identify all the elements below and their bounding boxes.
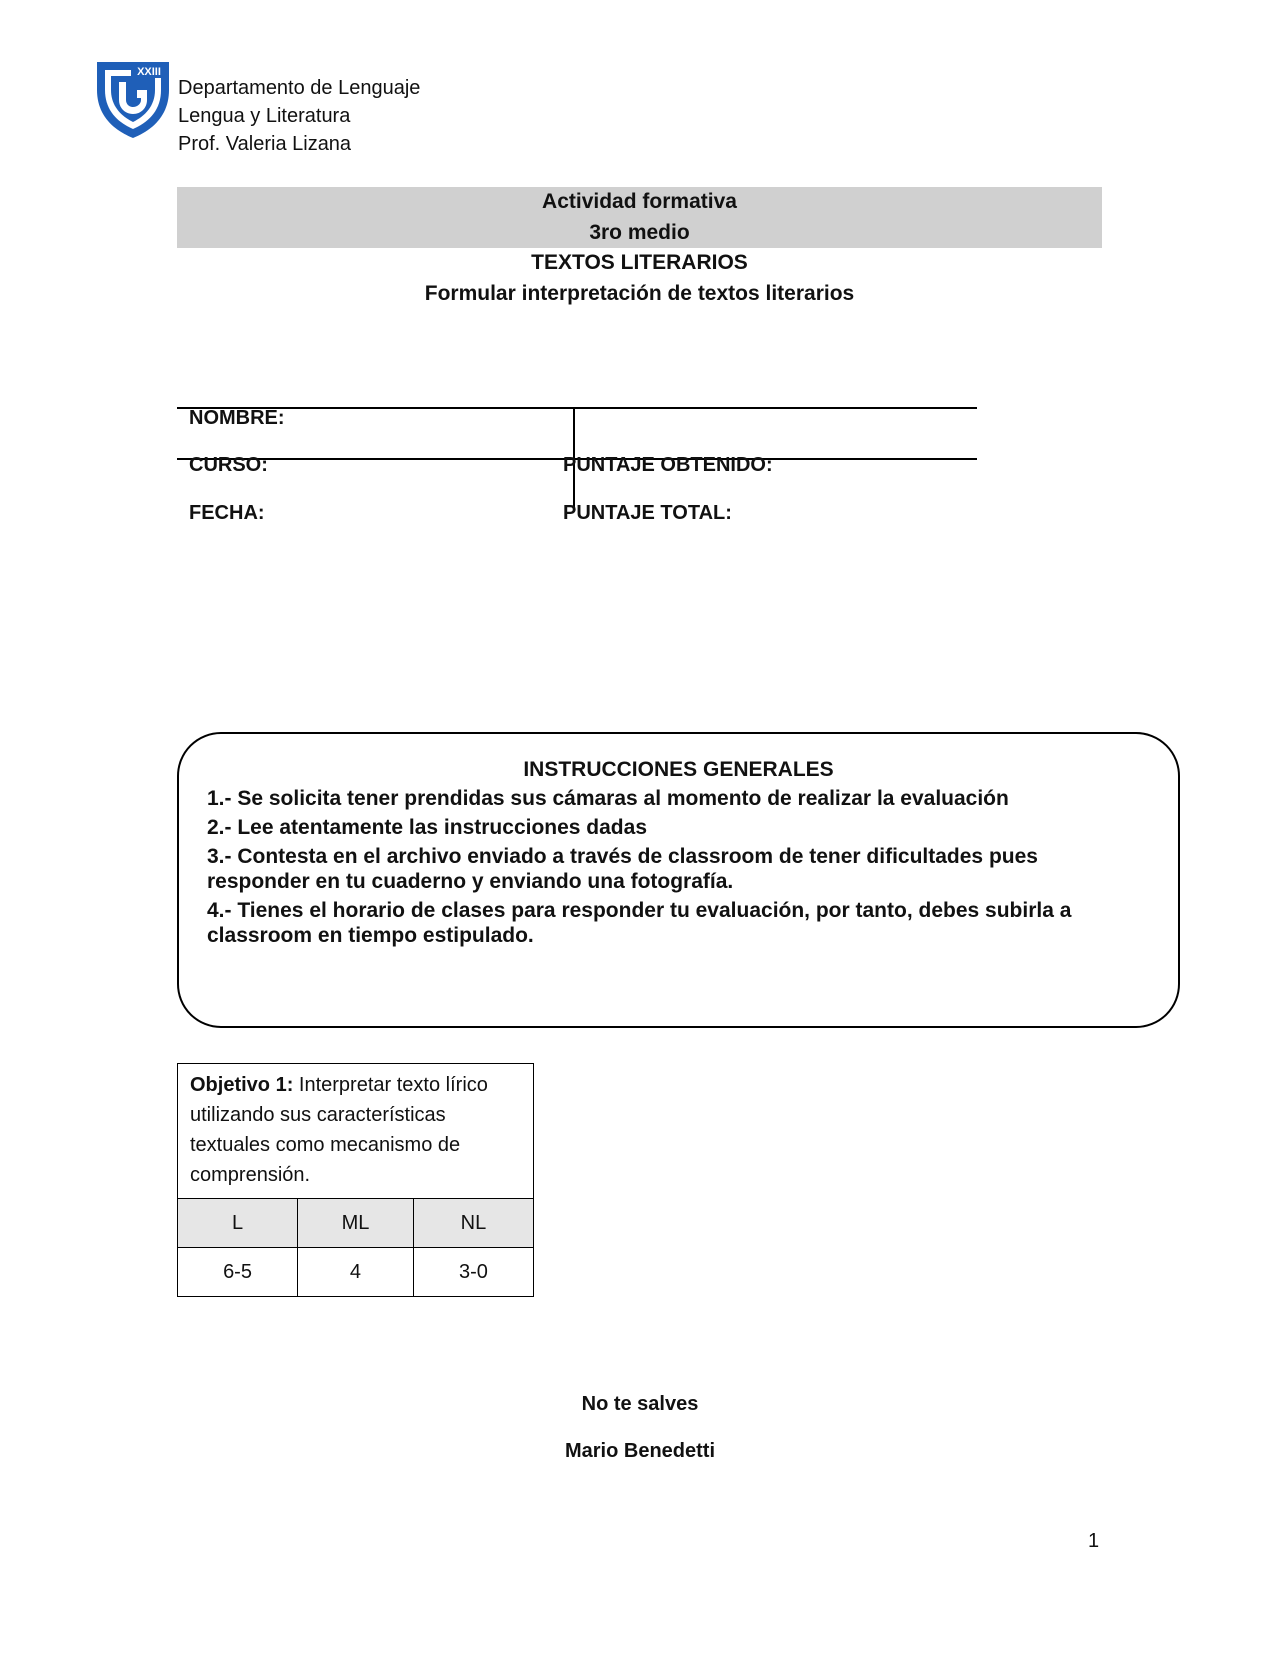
skill-title: Formular interpretación de textos literarios [424,282,855,305]
poem-author: Mario Benedetti [564,1440,716,1462]
teacher-name: Prof. Valeria Lizana [178,133,352,155]
instructions-list [207,786,1127,952]
school-logo [95,60,171,140]
page-number: 1 [1088,1530,1100,1552]
logo-text: XXIII [137,66,161,78]
instruction-item: 3.- Contesta en el archivo enviado a través de classroom de tener dificultades pues responder en tu cuaderno y enviando una fotografía. [207,845,1038,893]
instructions-title: INSTRUCCIONES GENERALES [523,758,834,781]
date-field-label: FECHA: [189,502,265,524]
course-field-label: CURSO: [189,454,268,476]
unit-title: TEXTOS LITERARIOS [531,251,748,274]
header-text [178,74,420,158]
header-cell-l: L [178,1199,298,1248]
value-cell-l: 6-5 [178,1248,298,1297]
table-row [178,1248,534,1297]
name-field-label: NOMBRE: [189,407,285,429]
objective-table [177,1063,534,1297]
subject-name: Lengua y Literatura [178,105,351,127]
activity-title: Actividad formativa [542,190,737,213]
score-total-label: PUNTAJE TOTAL: [563,502,732,524]
table-row [178,1199,534,1248]
header-cell-ml: ML [298,1199,414,1248]
poem-title: No te salves [581,1393,699,1415]
form-rule-top [177,407,977,409]
department-name: Departamento de Lenguaje [178,77,421,99]
instruction-item: 4.- Tienes el horario de clases para responder tu evaluación, por tanto, debes subirla a classroom en tiempo estipulado. [207,899,1072,947]
objective-description [178,1064,534,1199]
grade-title: 3ro medio [589,221,690,244]
instruction-item: 1.- Se solicita tener prendidas sus cámaras al momento de realizar la evaluación [207,787,1009,810]
value-cell-ml: 4 [298,1248,414,1297]
objective-text: Interpretar texto lírico utilizando sus características textuales como mecanismo de comprensión. [190,1074,488,1186]
instruction-item: 2.- Lee atentamente las instrucciones dadas [207,816,647,839]
objective-label: Objetivo 1: [190,1074,294,1096]
score-obtained-label: PUNTAJE OBTENIDO: [563,454,773,476]
value-cell-nl: 3-0 [413,1248,533,1297]
header-cell-nl: NL [413,1199,533,1248]
